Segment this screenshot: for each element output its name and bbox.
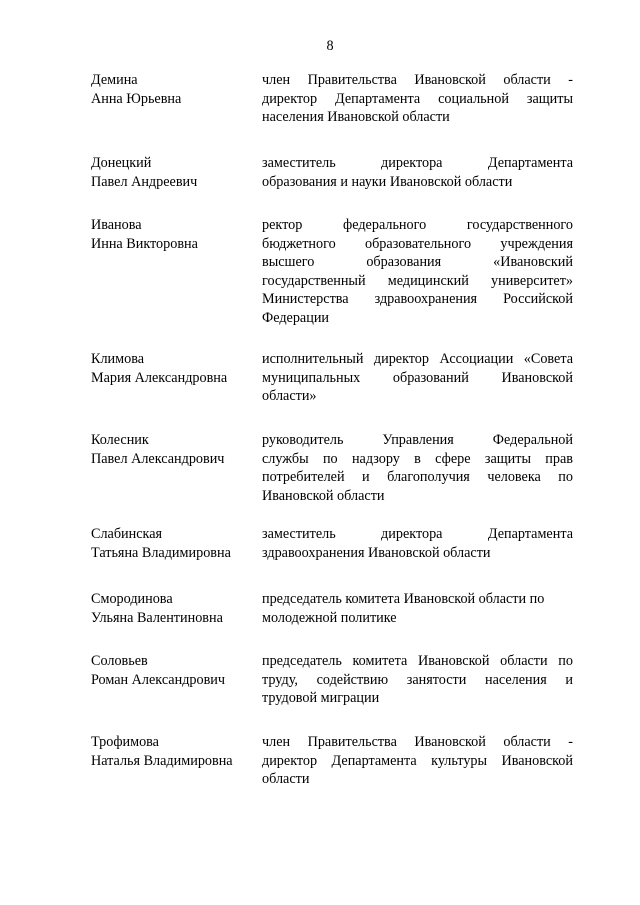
role-line: труду, содействию занятости населения и [262,671,573,688]
role-line: Министерства здравоохранения Российской [262,291,573,308]
member-role [262,216,573,328]
member-name [91,525,256,562]
member-given-name: Мария Александровна [91,369,228,386]
role-line: здравоохранения Ивановской области [262,544,491,561]
member-role [262,431,573,505]
role-line: области» [262,388,317,405]
role-line: населения Ивановской области [262,109,450,126]
member-surname: Смородинова [91,591,173,607]
member-name [91,71,256,108]
member-surname: Трофимова [91,734,159,750]
role-line: трудовой миграции [262,690,380,707]
role-line: бюджетного образовательного учреждения [262,235,573,252]
member-name [91,154,256,191]
member-surname: Слабинская [91,526,163,542]
member-name [91,590,256,627]
member-role [262,652,573,708]
member-role [262,733,573,789]
member-given-name: Павел Александрович [91,450,225,467]
member-surname: Донецкий [91,155,152,171]
member-given-name: Роман Александрович [91,671,226,688]
member-name [91,652,256,689]
member-role [262,525,573,562]
member-given-name: Анна Юрьевна [91,90,182,107]
member-name [91,431,256,468]
member-given-name: Инна Викторовна [91,235,198,252]
role-line: председатель комитета Ивановской области по [262,591,545,607]
member-surname: Демина [91,72,138,88]
page-number: 8 [326,38,334,54]
role-line: заместитель директора Департамента [262,155,573,171]
role-line: исполнительный директор Ассоциации «Совета [262,351,573,367]
member-role [262,71,573,127]
role-line: член Правительства Ивановской области - [262,72,573,88]
member-role [262,350,573,406]
member-role [262,154,573,191]
role-line: государственный медицинский университет» [262,272,573,289]
member-given-name: Татьяна Владимировна [91,544,231,561]
member-given-name: Наталья Владимировна [91,752,233,769]
member-surname: Колесник [91,432,149,448]
role-line: Федерации [262,309,330,326]
member-name [91,733,256,770]
role-line: член Правительства Ивановской области - [262,734,573,750]
member-role [262,590,573,627]
role-line: службы по надзору в сфере защиты прав [262,450,573,467]
role-line: области [262,771,310,788]
role-line: высшего образования «Ивановский [262,254,573,271]
member-name [91,216,256,253]
member-surname: Климова [91,351,145,367]
role-line: молодежной политике [262,609,397,626]
role-line: руководитель Управления Федеральной [262,432,573,448]
role-line: директор Департамента социальной защиты [262,90,573,107]
role-line: заместитель директора Департамента [262,526,573,542]
role-line: Ивановской области [262,487,385,504]
role-line: потребителей и благополучия человека по [262,469,573,486]
role-line: муниципальных образований Ивановской [262,369,573,386]
member-name [91,350,256,387]
member-given-name: Павел Андреевич [91,173,198,190]
role-line: председатель комитета Ивановской области по [262,653,573,669]
role-line: образования и науки Ивановской области [262,173,513,190]
member-surname: Соловьев [91,653,148,669]
role-line: директор Департамента культуры Ивановской [262,752,573,769]
role-line: ректор федерального государственного [262,217,573,233]
member-given-name: Ульяна Валентиновна [91,609,223,626]
member-surname: Иванова [91,217,142,233]
